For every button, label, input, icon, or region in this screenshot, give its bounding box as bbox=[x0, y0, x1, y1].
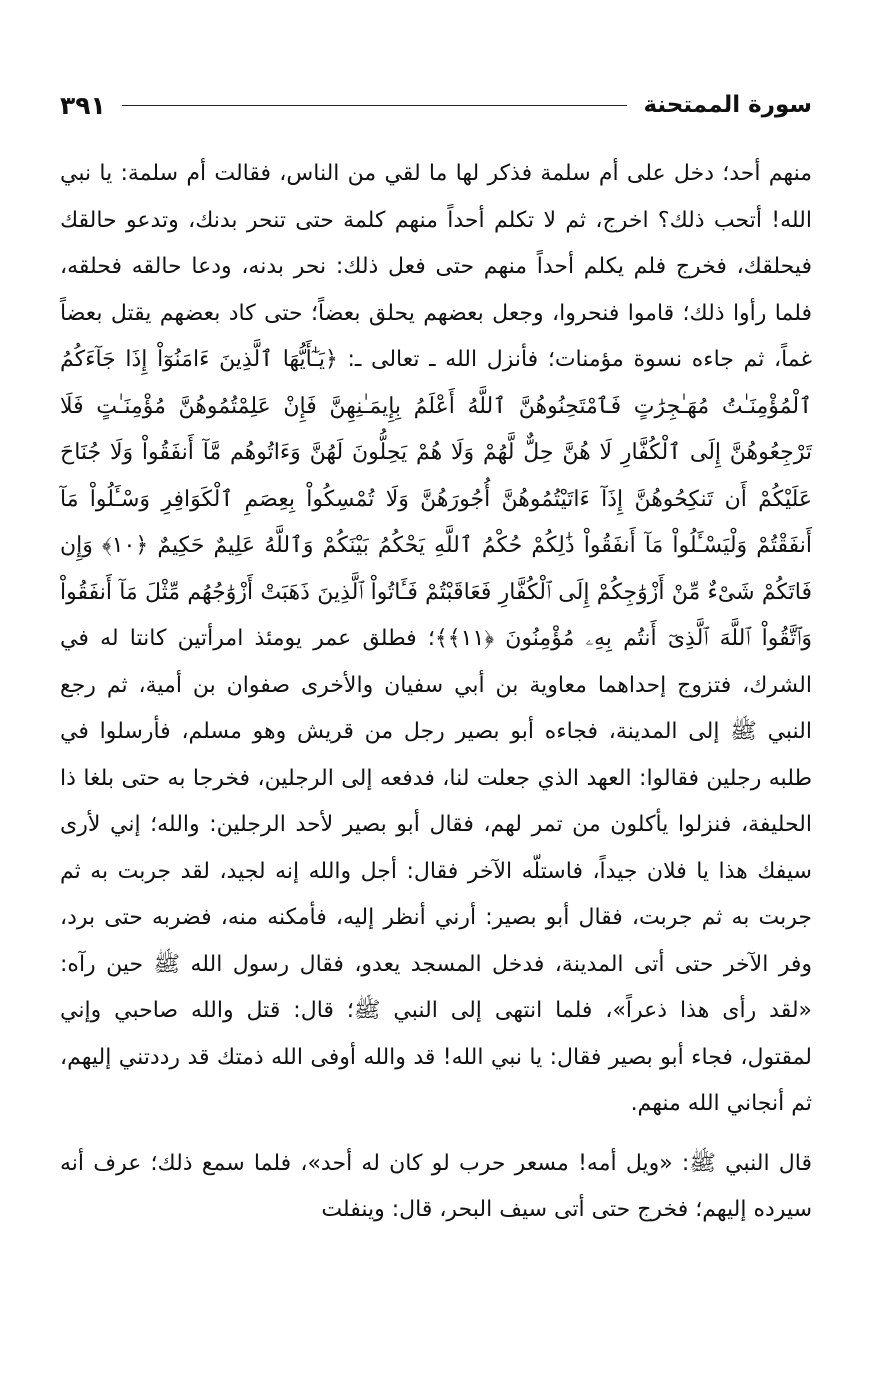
surah-title: سورة الممتحنة bbox=[643, 92, 812, 118]
book-page bbox=[60, 85, 812, 1234]
narrative-text-intro: منهم أحد؛ دخل على أم سلمة فذكر لها ما لقي من الناس، فقالت أم سلمة: يا نبي الله! أتحب ذلك؟ اخرج، ثم لا تكلم أحداً منهم كلمة حتى تنحر بدنك، وتدعو حالقك فيحلقك، فخرج فلم يكلم أحداً منهم حتى فعل ذلك: نحر بدنه، ودعا حالقه فحلقه، فلما رأوا ذلك؛ قاموا فنحروا، وجعل بعضهم يحلق بعضاً؛ حتى كاد بعضهم يقتل بعضاً غماً، ثم جاءه نسوة مؤمنات؛ فأنزل الله ـ تعالى ـ: bbox=[60, 161, 812, 372]
page-number: ٣٩١ bbox=[60, 90, 106, 120]
running-header bbox=[60, 85, 812, 125]
closing-paragraph bbox=[60, 1141, 812, 1234]
main-paragraph bbox=[60, 151, 812, 1128]
narrative-text-continuation: ؛ فطلق عمر يومئذ امرأتين كانتا له في الشرك، فتزوج إحداهما معاوية بن أبي سفيان والأخرى صفوان بن أمية، ثم رجع النبي ﷺ إلى المدينة، فجاءه أبو بصير رجل من قريش وهو مسلم، فأرسلوا في طلبه رجلين فقالوا: العهد الذي جعلت لنا، فدفعه إلى الرجلين، فخرجا به حتى بلغا ذا الحليفة، فنزلوا يأكلون من تمر لهم، فقال أبو بصير لأحد الرجلين: والله؛ إني لأرى سيفك هذا يا فلان جيداً، فاستلّه الآخر فقال: أجل والله إنه لجيد، لقد جربت به ثم جربت به ثم جربت، فقال أبو بصير: أرني أنظر إليه، فأمكنه منه، فضربه حتى برد، وفر الآخر حتى أتى المدينة، فدخل المسجد يعدو، فقال رسول الله ﷺ حين رآه: «لقد رأى هذا ذعراً»، فلما انتهى إلى النبي ﷺ؛ قال: قتل والله صاحبي وإني لمقتول، فجاء أبو بصير فقال: يا نبي الله! قد والله أوفى الله ذمتك قد رددتني إليهم، ثم أنجاني الله منهم. bbox=[60, 626, 812, 1116]
closing-paragraph-text: قال النبي ﷺ: «ويل أمه! مسعر حرب لو كان له أحد»، فلما سمع ذلك؛ عرف أنه سيرده إليهم؛ فخرج حتى أتى سيف البحر، قال: وينفلت bbox=[60, 1150, 812, 1222]
header-rule bbox=[122, 105, 628, 106]
quran-verses: ﴿يَـٰٓأَيُّهَا ٱلَّذِينَ ءَامَنُوٓاْ إِذَا جَآءَكُمُ ٱلْمُؤْمِنَـٰتُ مُهَـٰجِرَٰتٍ فَٱمْتَحِنُوهُنَّ ٱللَّهُ أَعْلَمُ بِإِيمَـٰنِهِنَّ فَإِنْ عَلِمْتُمُوهُنَّ مُؤْمِنَـٰتٍ فَلَا تَرْجِعُوهُنَّ إِلَى ٱلْكُفَّارِ لَا هُنَّ حِلٌّ لَّهُمْ وَلَا هُمْ يَحِلُّونَ لَهُنَّ وَءَاتُوهُم مَّآ أَنفَقُواْ وَلَا جُنَاحَ عَلَيْكُمْ أَن تَنكِحُوهُنَّ إِذَآ ءَاتَيْتُمُوهُنَّ أُجُورَهُنَّ وَلَا تُمْسِكُواْ بِعِصَمِ ٱلْكَوَافِرِ وَسْـَٔلُواْ مَآ أَنفَقْتُمْ وَلْيَسْـَٔلُواْ مَآ أَنفَقُواْ ذَٰلِكُمْ حُكْمُ ٱللَّهِ يَحْكُمُ بَيْنَكُمْ وَٱللَّهُ عَلِيمٌ حَكِيمٌ ﴿١٠﴾ وَإِن فَاتَكُمْ شَىْءٌ مِّنْ أَزْوَٰجِكُمْ إِلَى ٱلْكُفَّارِ فَعَاقَبْتُمْ فَـَٔاتُواْ ٱلَّذِينَ ذَهَبَتْ أَزْوَٰجُهُم مِّثْلَ مَآ أَنفَقُواْ وَٱتَّقُواْ ٱللَّهَ ٱلَّذِىٓ أَنتُم بِهِۦ مُؤْمِنُونَ ﴿١١﴾﴾ bbox=[60, 347, 813, 651]
